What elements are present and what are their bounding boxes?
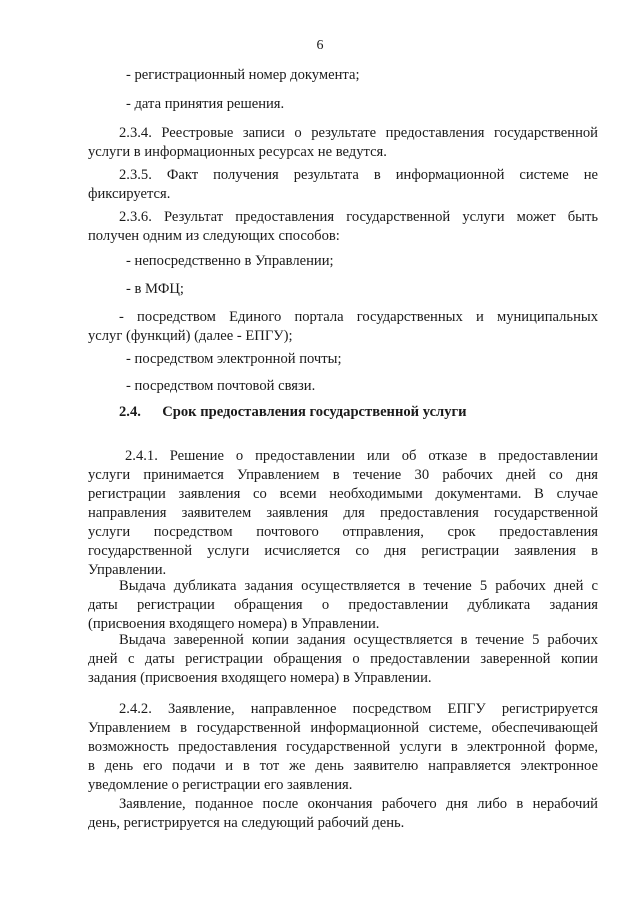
text-line: государственной услуги исчисляется со дня регистрации заявления в xyxy=(88,543,598,559)
paragraph-2-4-2 xyxy=(88,700,598,795)
text-line: направления заявителем заявления для предоставления государственной xyxy=(88,505,598,521)
paragraph-non-working-day xyxy=(88,795,598,833)
page-number: 6 xyxy=(316,38,324,53)
text-line: (присвоения входящего номера) в Управлении. xyxy=(88,616,380,632)
text-line: регистрации заявления со всеми необходимыми документами. В случае xyxy=(88,486,598,502)
heading-title: Срок предоставления государственной услуги xyxy=(162,404,467,420)
text-line: дней с даты регистрации обращения о предоставлении заверенной копии xyxy=(88,651,598,667)
heading-number: 2.4. xyxy=(119,404,141,420)
text-line: 2.3.4. Реестровые записи о результате предоставления государственной xyxy=(119,125,598,141)
text-line: - посредством Единого портала государственных и муниципальных xyxy=(119,309,598,325)
text-line: задания (присвоения входящего номера) в Управлении. xyxy=(88,670,432,686)
list-item-reg-number: - регистрационный номер документа; xyxy=(126,67,360,83)
paragraph-2-3-6 xyxy=(88,208,598,246)
paragraph-duplicate xyxy=(88,577,598,634)
paragraph-certified-copy xyxy=(88,631,598,688)
text-line: Выдача дубликата задания осуществляется в течение 5 рабочих дней с xyxy=(119,578,598,594)
text-line: услуги в информационных ресурсах не ведутся. xyxy=(88,144,387,160)
paragraph-2-3-4 xyxy=(88,124,598,162)
text-line: 2.4.1. Решение о предоставлении или об отказе в предоставлении xyxy=(125,448,598,464)
text-line: 2.3.6. Результат предоставления государственной услуги может быть xyxy=(119,209,598,225)
list-item-mfc: - в МФЦ; xyxy=(126,281,184,297)
paragraph-2-4-1 xyxy=(88,447,598,580)
section-heading-2-4 xyxy=(119,403,598,422)
text-line: услуг (функций) (далее - ЕПГУ); xyxy=(88,328,293,344)
text-line: день, регистрируется на следующий рабочий день. xyxy=(88,815,405,831)
text-line: возможность предоставления государственной услуги в электронной форме, xyxy=(88,739,598,755)
text-line: Выдача заверенной копии задания осуществляется в течение 5 рабочих xyxy=(119,632,598,648)
text-line: уведомление о регистрации его заявления. xyxy=(88,777,353,793)
text-line: Заявление, поданное после окончания рабочего дня либо в нерабочий xyxy=(119,796,598,812)
text-line: Управлении. xyxy=(88,562,167,578)
text-line: получен одним из следующих способов: xyxy=(88,228,340,244)
text-line: Управлением в государственной информационной системе, обеспечивающей xyxy=(88,720,598,736)
text-line: в день его подачи и в тот же день заявителю направляется электронное xyxy=(88,758,598,774)
text-line: фиксируется. xyxy=(88,186,171,202)
text-line: 2.4.2. Заявление, направленное посредством ЕПГУ регистрируется xyxy=(119,701,598,717)
text-line: услуги посредством почтового отправления, срок предоставления xyxy=(88,524,598,540)
text-line: даты регистрации обращения о предоставлении дубликата задания xyxy=(88,597,598,613)
paragraph-2-3-5 xyxy=(88,166,598,204)
list-item-epgu xyxy=(88,308,598,346)
list-item-email: - посредством электронной почты; xyxy=(126,351,342,367)
text-line: 2.3.5. Факт получения результата в информационной системе не xyxy=(119,167,598,183)
list-item-post: - посредством почтовой связи. xyxy=(126,378,316,394)
list-item-decision-date: - дата принятия решения. xyxy=(126,96,285,112)
text-line: услуги принимается Управлением в течение 30 рабочих дней со дня xyxy=(88,467,598,483)
list-item-directly: - непосредственно в Управлении; xyxy=(126,253,334,269)
